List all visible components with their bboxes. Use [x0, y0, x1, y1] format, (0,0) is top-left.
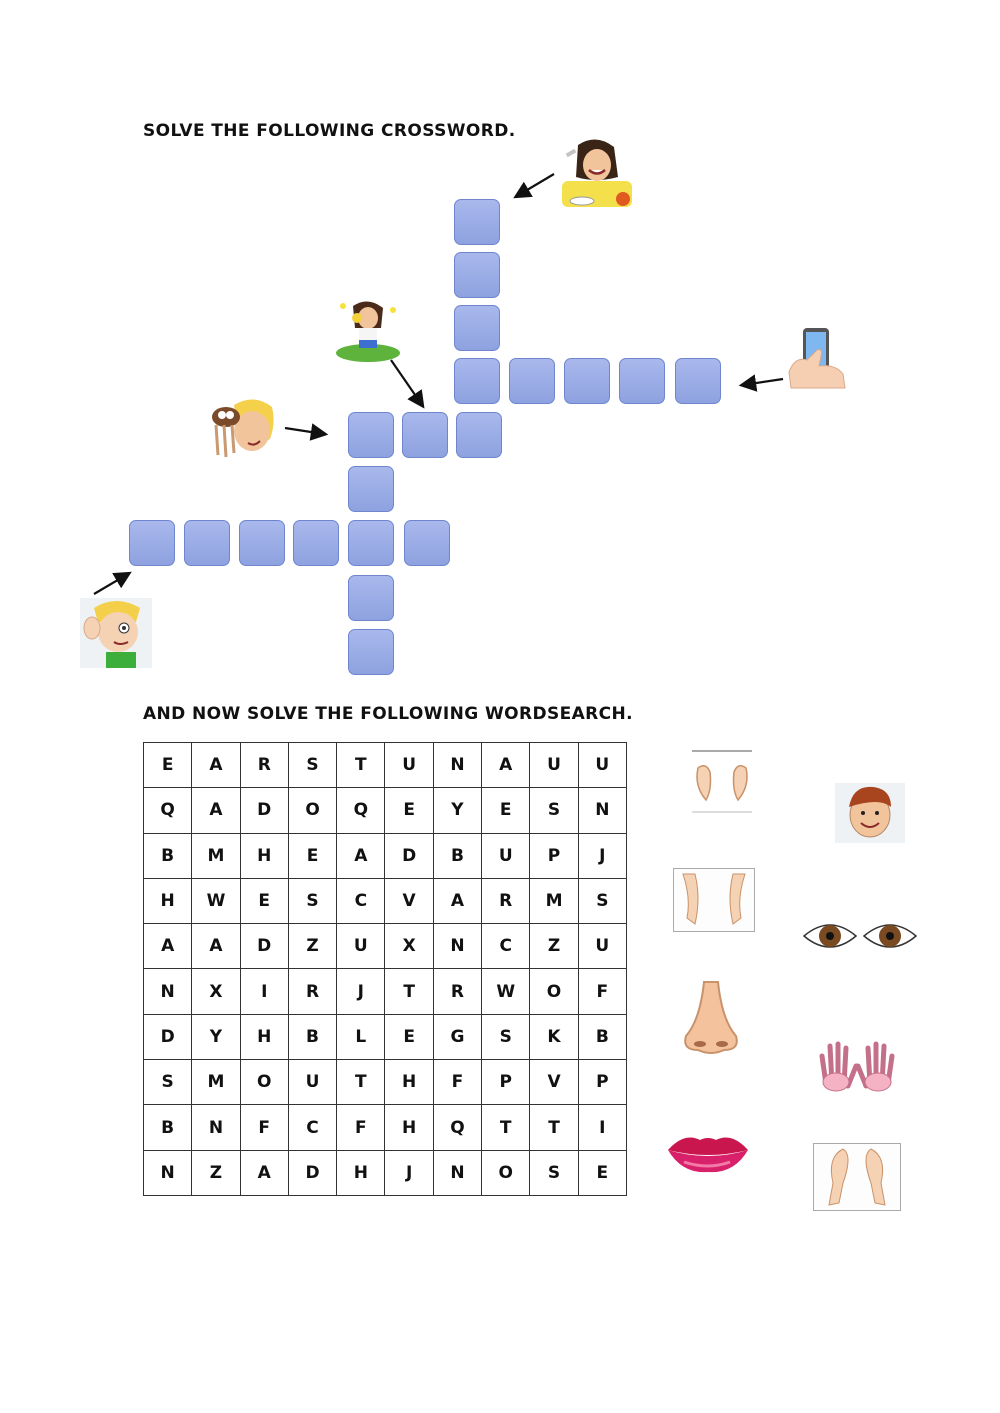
wordsearch-cell[interactable]: W	[482, 969, 530, 1014]
wordsearch-cell[interactable]: B	[433, 833, 481, 878]
wordsearch-cell[interactable]: D	[288, 1150, 336, 1195]
wordsearch-cell[interactable]: Y	[433, 788, 481, 833]
wordsearch-cell[interactable]: T	[337, 743, 385, 788]
wordsearch-cell[interactable]: U	[530, 743, 578, 788]
arms-icon	[673, 868, 755, 932]
wordsearch-cell[interactable]: O	[482, 1150, 530, 1195]
wordsearch-cell[interactable]: P	[578, 1060, 626, 1105]
wordsearch-cell[interactable]: A	[192, 788, 240, 833]
wordsearch-cell[interactable]: N	[144, 1150, 192, 1195]
wordsearch-cell[interactable]: D	[240, 924, 288, 969]
wordsearch-cell[interactable]: B	[144, 833, 192, 878]
wordsearch-cell[interactable]: J	[385, 1150, 433, 1195]
wordsearch-row	[144, 833, 627, 878]
wordsearch-cell[interactable]: N	[433, 1150, 481, 1195]
wordsearch-row	[144, 1105, 627, 1150]
girl-eating-icon	[558, 137, 636, 209]
wordsearch-cell[interactable]: K	[530, 1014, 578, 1059]
clue-arrows	[0, 0, 1000, 700]
wordsearch-cell[interactable]: J	[337, 969, 385, 1014]
wordsearch-cell[interactable]: B	[578, 1014, 626, 1059]
wordsearch-cell[interactable]: U	[288, 1060, 336, 1105]
wordsearch-cell[interactable]: N	[433, 743, 481, 788]
wordsearch-row	[144, 1150, 627, 1195]
wordsearch-cell[interactable]: B	[288, 1014, 336, 1059]
wordsearch-cell[interactable]: O	[240, 1060, 288, 1105]
wordsearch-cell[interactable]: A	[240, 1150, 288, 1195]
wordsearch-cell[interactable]: U	[578, 924, 626, 969]
wordsearch-cell[interactable]: Y	[192, 1014, 240, 1059]
eyes-icon	[800, 910, 920, 962]
girl-smelling-flower-icon	[335, 298, 401, 362]
wordsearch-cell[interactable]: X	[192, 969, 240, 1014]
wordsearch-cell[interactable]: Z	[530, 924, 578, 969]
wordsearch-cell[interactable]: R	[288, 969, 336, 1014]
boy-listening-icon	[80, 598, 152, 668]
arrow-icon	[517, 174, 554, 196]
wordsearch-cell[interactable]: T	[482, 1105, 530, 1150]
wordsearch-cell[interactable]: S	[144, 1060, 192, 1105]
wordsearch-cell[interactable]: H	[337, 1150, 385, 1195]
wordsearch-cell[interactable]: N	[192, 1105, 240, 1150]
wordsearch-cell[interactable]: S	[288, 743, 336, 788]
wordsearch-cell[interactable]: U	[337, 924, 385, 969]
wordsearch-cell[interactable]: R	[240, 743, 288, 788]
wordsearch-row	[144, 743, 627, 788]
wordsearch-cell[interactable]: E	[240, 878, 288, 923]
wordsearch-cell[interactable]: U	[385, 743, 433, 788]
wordsearch-cell[interactable]: S	[530, 788, 578, 833]
wordsearch-cell[interactable]: A	[192, 924, 240, 969]
wordsearch-cell[interactable]: C	[288, 1105, 336, 1150]
wordsearch-cell[interactable]: U	[482, 833, 530, 878]
wordsearch-cell[interactable]: A	[433, 878, 481, 923]
wordsearch-cell[interactable]: P	[482, 1060, 530, 1105]
boy-head-icon	[210, 395, 282, 463]
wordsearch-cell[interactable]: Z	[192, 1150, 240, 1195]
crossword-title: SOLVE THE FOLLOWING CROSSWORD.	[143, 121, 516, 141]
wordsearch-cell[interactable]: D	[240, 788, 288, 833]
wordsearch-cell[interactable]: Q	[144, 788, 192, 833]
wordsearch-cell[interactable]: F	[240, 1105, 288, 1150]
wordsearch-cell[interactable]: L	[337, 1014, 385, 1059]
wordsearch-cell[interactable]: H	[385, 1060, 433, 1105]
wordsearch-grid	[143, 742, 627, 1196]
wordsearch-cell[interactable]: D	[385, 833, 433, 878]
wordsearch-cell[interactable]: Q	[337, 788, 385, 833]
wordsearch-row	[144, 969, 627, 1014]
wordsearch-cell[interactable]: U	[578, 743, 626, 788]
wordsearch-cell[interactable]: H	[385, 1105, 433, 1150]
wordsearch-cell[interactable]: N	[433, 924, 481, 969]
wordsearch-cell[interactable]: N	[578, 788, 626, 833]
wordsearch-cell[interactable]: E	[385, 1014, 433, 1059]
wordsearch-cell[interactable]: S	[482, 1014, 530, 1059]
wordsearch-cell[interactable]: D	[144, 1014, 192, 1059]
wordsearch-cell[interactable]: O	[288, 788, 336, 833]
wordsearch-cell[interactable]: M	[530, 878, 578, 923]
wordsearch-cell[interactable]: E	[482, 788, 530, 833]
wordsearch-title: AND NOW SOLVE THE FOLLOWING WORDSEARCH.	[143, 704, 634, 724]
wordsearch-cell[interactable]: A	[337, 833, 385, 878]
wordsearch-cell[interactable]: H	[240, 1014, 288, 1059]
arrow-icon	[285, 428, 324, 434]
wordsearch-cell[interactable]: M	[192, 833, 240, 878]
legs-icon	[813, 1143, 901, 1211]
wordsearch-cell[interactable]: A	[192, 743, 240, 788]
head-icon	[835, 783, 905, 843]
wordsearch-cell[interactable]: W	[192, 878, 240, 923]
wordsearch-row	[144, 1014, 627, 1059]
wordsearch-row	[144, 924, 627, 969]
wordsearch-cell[interactable]: A	[144, 924, 192, 969]
wordsearch-cell[interactable]: A	[482, 743, 530, 788]
wordsearch-cell[interactable]: V	[530, 1060, 578, 1105]
wordsearch-cell[interactable]: T	[530, 1105, 578, 1150]
wordsearch-row	[144, 878, 627, 923]
wordsearch-cell[interactable]: Z	[288, 924, 336, 969]
wordsearch-cell[interactable]: I	[578, 1105, 626, 1150]
wordsearch-cell[interactable]: Q	[433, 1105, 481, 1150]
wordsearch-cell[interactable]: E	[385, 788, 433, 833]
hand-touching-phone-icon	[785, 326, 849, 390]
wordsearch-cell[interactable]: S	[578, 878, 626, 923]
arrow-icon	[391, 360, 422, 405]
wordsearch-cell[interactable]: E	[578, 1150, 626, 1195]
arrow-icon	[94, 574, 128, 594]
wordsearch-cell[interactable]: E	[288, 833, 336, 878]
wordsearch-cell[interactable]: M	[192, 1060, 240, 1105]
wordsearch-cell[interactable]: B	[144, 1105, 192, 1150]
wordsearch-cell[interactable]: I	[240, 969, 288, 1014]
wordsearch-cell[interactable]: F	[433, 1060, 481, 1105]
wordsearch-cell[interactable]: C	[482, 924, 530, 969]
mouth-icon	[664, 1128, 752, 1176]
wordsearch-row	[144, 788, 627, 833]
wordsearch-cell[interactable]: T	[385, 969, 433, 1014]
wordsearch-cell[interactable]: R	[482, 878, 530, 923]
wordsearch-cell[interactable]: C	[337, 878, 385, 923]
wordsearch-cell[interactable]: E	[144, 743, 192, 788]
wordsearch-cell[interactable]: H	[240, 833, 288, 878]
arrow-icon	[743, 379, 783, 385]
wordsearch-cell[interactable]: X	[385, 924, 433, 969]
wordsearch-cell[interactable]: F	[578, 969, 626, 1014]
wordsearch-cell[interactable]: H	[144, 878, 192, 923]
wordsearch-cell[interactable]: N	[144, 969, 192, 1014]
wordsearch-row	[144, 1060, 627, 1105]
wordsearch-cell[interactable]: T	[337, 1060, 385, 1105]
wordsearch-cell[interactable]: F	[337, 1105, 385, 1150]
nose-icon	[678, 980, 744, 1056]
wordsearch-cell[interactable]: P	[530, 833, 578, 878]
wordsearch-cell[interactable]: O	[530, 969, 578, 1014]
wordsearch-cell[interactable]: J	[578, 833, 626, 878]
wordsearch-cell[interactable]: S	[288, 878, 336, 923]
wordsearch-cell[interactable]: G	[433, 1014, 481, 1059]
wordsearch-cell[interactable]: R	[433, 969, 481, 1014]
wordsearch-cell[interactable]: S	[530, 1150, 578, 1195]
ears-icon	[690, 750, 754, 814]
wordsearch-cell[interactable]: V	[385, 878, 433, 923]
hands-icon	[818, 1040, 896, 1092]
